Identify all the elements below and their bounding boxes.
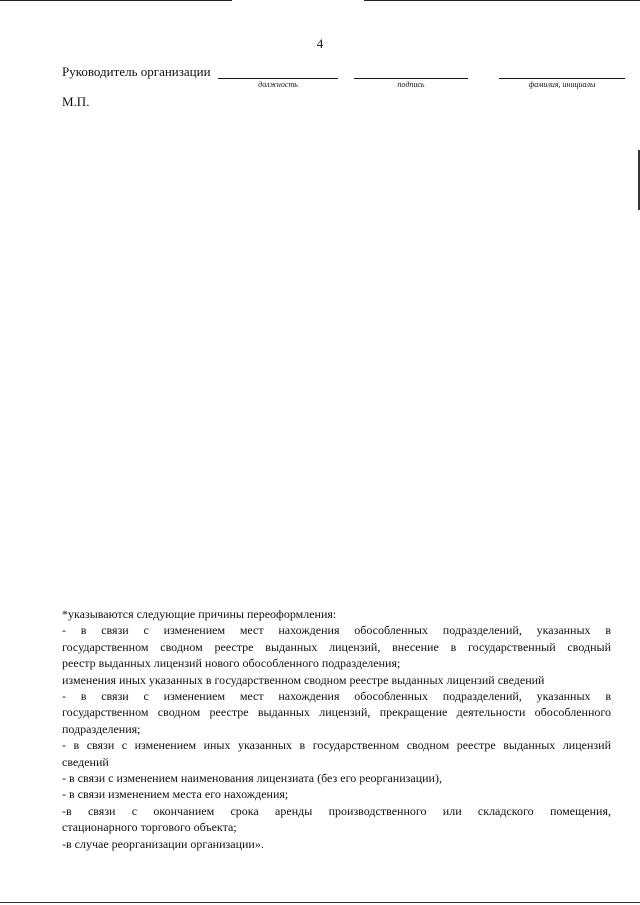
notes-line: - в связи с изменением наименования лицензиата (без его реорганизации), (62, 771, 442, 786)
notes-heading: *указываются следующие причины переоформления: (62, 607, 337, 621)
name-initials-field[interactable] (499, 78, 625, 79)
signature-field[interactable] (354, 78, 468, 79)
notes-line: стационарного торгового объекта; (62, 820, 237, 835)
signature-label: Руководитель организации (62, 64, 211, 79)
notes-line: подразделения; (62, 721, 141, 736)
notes-line: государственном сводном реестре выданных лицензий, прекращение деятельности обособленного (62, 705, 611, 720)
notes-line: государственном сводном реестре выданных лицензий, внесение в государственный сводный (62, 639, 611, 654)
notes-section (62, 606, 611, 852)
signature-caption: подпись (397, 80, 425, 89)
scan-bottom-edge (0, 902, 640, 903)
notes-line: сведений (62, 754, 109, 769)
notes-line: изменения иных указанных в государственном сводном реестре выданных лицензий сведений (62, 672, 545, 687)
notes-line: реестр выданных лицензий нового обособленного подразделения; (62, 656, 401, 671)
position-field[interactable] (218, 78, 338, 79)
page-number: 4 (316, 36, 324, 51)
notes-line: -в случае реорганизации организации». (62, 836, 264, 851)
scan-top-edge-right (364, 0, 640, 1)
notes-line: - в связи с изменением иных указанных в государственном сводном реестре выданных лицензий (62, 738, 611, 753)
stamp-placeholder: М.П. (62, 94, 90, 109)
name-initials-caption: фамилия, инициалы (528, 80, 596, 89)
notes-line: -в связи с окончанием срока аренды производственного или складского помещения, (62, 803, 611, 818)
notes-line: - в связи с изменением мест нахождения обособленных подразделений, указанных в (62, 623, 611, 638)
position-caption: должность (258, 80, 298, 89)
notes-line: - в связи изменением места его нахождения; (62, 787, 289, 802)
notes-line: - в связи с изменением мест нахождения обособленных подразделений, указанных в (62, 689, 611, 704)
scan-top-edge-left (0, 0, 232, 1)
